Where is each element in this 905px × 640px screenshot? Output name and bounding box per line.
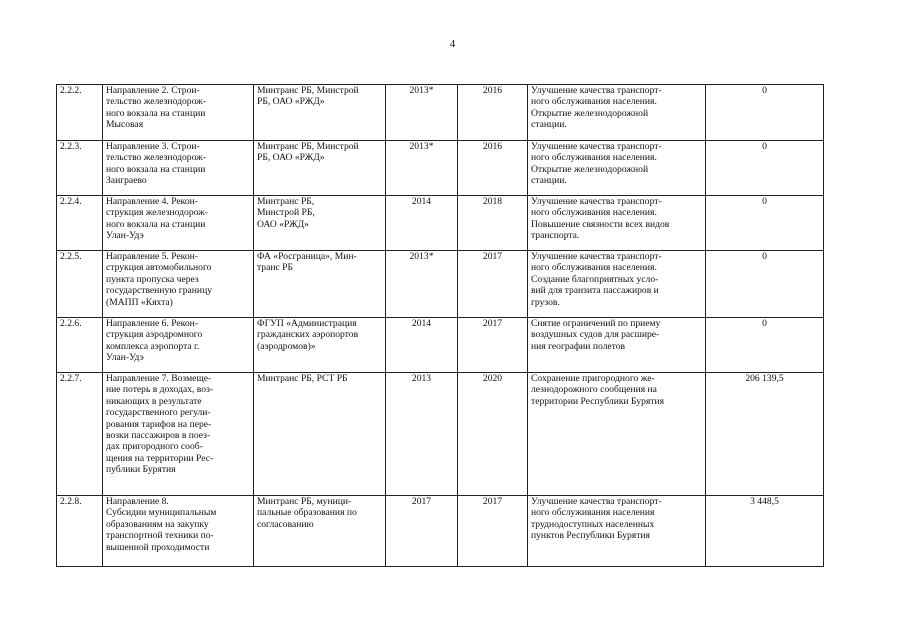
executor: ФГУП «Администрация гражданских аэропортов (аэродромов)» xyxy=(254,318,386,373)
funding-amount: 0 xyxy=(706,318,824,373)
expected-result: Снятие ограничений по приему воздушных судов для расшире- ния географии полетов xyxy=(528,318,706,373)
executor: Минтранс РБ, муници- пальные образования по согласованию xyxy=(254,496,386,567)
executor: Минтранс РБ, РСТ РБ xyxy=(254,373,386,496)
table-row xyxy=(57,85,824,141)
executor: Минтранс РБ, Минстрой РБ, ОАО «РЖД» xyxy=(254,141,386,196)
funding-amount: 0 xyxy=(706,85,824,141)
end-year: 2017 xyxy=(458,318,528,373)
page-number: 4 xyxy=(449,38,456,50)
funding-amount: 206 139,5 xyxy=(706,373,824,496)
measure-name: Направление 5. Рекон- струкция автомобильного пункта пропуска через государственную границу (МАПП «Кяхта) xyxy=(103,251,254,318)
start-year: 2013* xyxy=(386,85,458,141)
start-year: 2017 xyxy=(386,496,458,567)
start-year: 2013 xyxy=(386,373,458,496)
funding-amount: 0 xyxy=(706,141,824,196)
funding-amount: 3 448,5 xyxy=(706,496,824,567)
measure-name: Направление 2. Строи- тельство железнодорож- ного вокзала на станции Мысовая xyxy=(103,85,254,141)
table-row xyxy=(57,373,824,496)
start-year: 2013* xyxy=(386,141,458,196)
expected-result: Улучшение качества транспорт- ного обслуживания населения. Создание благоприятных усло- вий для транзита пассажиров и грузов. xyxy=(528,251,706,318)
measure-name: Направление 3. Строи- тельство железнодорож- ного вокзала на станции Заиграево xyxy=(103,141,254,196)
row-number: 2.2.8. xyxy=(57,496,103,567)
end-year: 2018 xyxy=(458,196,528,251)
row-number: 2.2.5. xyxy=(57,251,103,318)
start-year: 2014 xyxy=(386,196,458,251)
row-number: 2.2.6. xyxy=(57,318,103,373)
measure-name: Направление 6. Рекон- струкция аэродромного комплекса аэропорта г. Улан-Удэ xyxy=(103,318,254,373)
end-year: 2016 xyxy=(458,85,528,141)
expected-result: Улучшение качества транспорт- ного обслуживания населения. Открытие железнодорожной станции. xyxy=(528,141,706,196)
row-number: 2.2.3. xyxy=(57,141,103,196)
row-number: 2.2.4. xyxy=(57,196,103,251)
expected-result: Улучшение качества транспорт- ного обслуживания населения. Повышение связности всех видов транспорта. xyxy=(528,196,706,251)
end-year: 2016 xyxy=(458,141,528,196)
executor: ФА «Росграница», Мин- транс РБ xyxy=(254,251,386,318)
measure-name: Направление 8. Субсидии муниципальным образованиям на закупку транспортной техники по- вышенной проходимости xyxy=(103,496,254,567)
table-row xyxy=(57,496,824,567)
expected-result: Улучшение качества транспорт- ного обслуживания населения. Открытие железнодорожной станции. xyxy=(528,85,706,141)
measures-table xyxy=(56,84,824,567)
funding-amount: 0 xyxy=(706,196,824,251)
table-row xyxy=(57,141,824,196)
row-number: 2.2.2. xyxy=(57,85,103,141)
row-number: 2.2.7. xyxy=(57,373,103,496)
end-year: 2020 xyxy=(458,373,528,496)
executor: Минтранс РБ, Минстрой РБ, ОАО «РЖД» xyxy=(254,85,386,141)
executor: Минтранс РБ, Минстрой РБ, ОАО «РЖД» xyxy=(254,196,386,251)
start-year: 2013* xyxy=(386,251,458,318)
end-year: 2017 xyxy=(458,496,528,567)
measure-name: Направление 4. Рекон- струкция железнодорож- ного вокзала на станции Улан-Удэ xyxy=(103,196,254,251)
table-row xyxy=(57,196,824,251)
table-row xyxy=(57,318,824,373)
expected-result: Улучшение качества транспорт- ного обслуживания населения труднодоступных населенных пунктов Республики Бурятия xyxy=(528,496,706,567)
funding-amount: 0 xyxy=(706,251,824,318)
measure-name: Направление 7. Возмеще- ние потерь в доходах, воз- никающих в результате государственного регули- рования тарифов на пере- возки пассажиров в поез- дах пригородного сооб- щения на территории Рес- публики Бурятия xyxy=(103,373,254,496)
table-row xyxy=(57,251,824,318)
expected-result: Сохранение пригородного же- лезнодорожного сообщения на территории Республики Бурятия xyxy=(528,373,706,496)
start-year: 2014 xyxy=(386,318,458,373)
end-year: 2017 xyxy=(458,251,528,318)
